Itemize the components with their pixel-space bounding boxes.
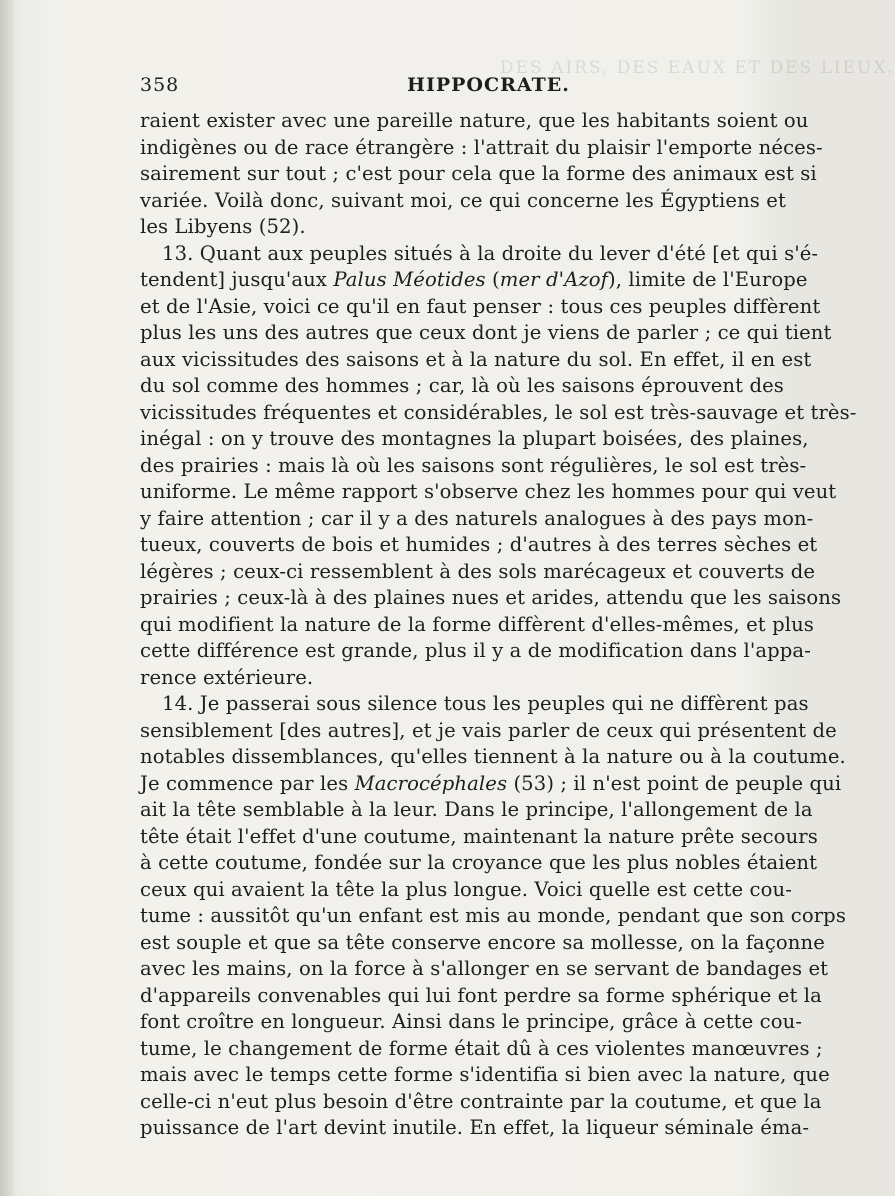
text-line: qui modifient la nature de la forme diffèrent d'elles-mêmes, et plus <box>140 612 814 636</box>
page-gutter-shadow <box>0 0 14 1196</box>
text-line: vicissitudes fréquentes et considérables, le sol est très-sauvage et très- <box>140 400 857 424</box>
text-line: uniforme. Le même rapport s'observe chez les hommes pour qui veut <box>140 480 837 503</box>
text-line: rence extérieure. <box>140 665 314 689</box>
text-line: indigènes ou de race étrangère : l'attrait du plaisir l'emporte néces- <box>140 135 823 159</box>
text-line: variée. Voilà donc, suivant moi, ce qui concerne les Égyptiens et <box>140 188 786 212</box>
text-line: inégal : on y trouve des montagnes la plupart boisées, des plaines, <box>140 427 809 450</box>
page-number: 358 <box>140 74 180 96</box>
paragraph-14-start: 14. Je passerai sous silence tous les peuples qui ne diffèrent pas <box>162 692 809 715</box>
italic-place-name: mer d'Azof <box>499 268 609 291</box>
italic-place-name: Palus Méotides <box>333 268 486 291</box>
text-run: tendent] jusqu'aux <box>140 268 334 291</box>
text-line: tume, le changement de forme était dû à ces violentes manœuvres ; <box>140 1036 823 1060</box>
text-line: légères ; ceux-ci ressemblent à des sols marécageux et couverts de <box>140 559 816 583</box>
text-line <box>140 771 842 798</box>
text-line: aux vicissitudes des saisons et à la nature du sol. En effet, il en est <box>140 347 812 371</box>
text-line: sensiblement [des autres], et je vais parler de ceux qui présentent de <box>140 718 837 742</box>
text-line: prairies ; ceux-là à des plaines nues et arides, attendu que les saisons <box>140 586 842 609</box>
text-run: ( <box>485 268 500 291</box>
text-line: raient exister avec une pareille nature, que les habitants soient ou <box>140 109 809 132</box>
text-line: cette différence est grande, plus il y a de modification dans l'appa- <box>140 639 811 662</box>
text-line: font croître en longueur. Ainsi dans le principe, grâce à cette cou- <box>140 1010 803 1033</box>
text-line: sairement sur tout ; c'est pour cela que la forme des animaux est si <box>140 162 817 185</box>
text-run: (53) ; il n'est point de peuple qui <box>507 771 842 795</box>
text-line: et de l'Asie, voici ce qu'il en faut penser : tous ces peuples diffèrent <box>140 294 821 318</box>
italic-people-name: Macrocéphales <box>354 771 508 795</box>
text-line: notables dissemblances, qu'elles tiennent à la nature ou à la coutume. <box>140 745 846 768</box>
text-run: Je commence par les <box>140 771 355 795</box>
text-line: ait la tête semblable à la leur. Dans le principe, l'allongement de la <box>140 798 813 821</box>
text-line: d'appareils convenables qui lui font perdre sa forme sphérique et la <box>140 983 822 1007</box>
text-line: puissance de l'art devint inutile. En effet, la liqueur séminale éma- <box>140 1116 810 1139</box>
text-line: du sol comme des hommes ; car, là où les saisons éprouvent des <box>140 374 784 397</box>
page-header <box>140 74 770 104</box>
text-line: plus les uns des autres que ceux dont je viens de parler ; ce qui tient <box>140 321 832 344</box>
text-line: des prairies : mais là où les saisons sont régulières, le sol est très- <box>140 453 807 477</box>
text-line: ceux qui avaient la tête la plus longue. Voici quelle est cette cou- <box>140 877 792 901</box>
text-line: celle-ci n'eut plus besoin d'être contrainte par la coutume, et que la <box>140 1089 822 1113</box>
text-line: tume : aussitôt qu'un enfant est mis au monde, pendant que son corps <box>140 904 846 927</box>
text-line: mais avec le temps cette forme s'identifia si bien avec la nature, que <box>140 1063 830 1086</box>
text-line: tueux, couverts de bois et humides ; d'autres à des terres sèches et <box>140 533 818 556</box>
bleed-through-text: DES AIRS, DES EAUX ET DES LIEUX. <box>500 58 895 78</box>
text-run: ), limite de l'Europe <box>608 268 808 291</box>
text-line: avec les mains, on la force à s'allonger en se servant de bandages et <box>140 957 829 980</box>
running-head: HIPPOCRATE. <box>407 74 570 96</box>
text-line: tête était l'effet d'une coutume, maintenant la nature prête secours <box>140 824 818 848</box>
body-text <box>140 108 857 1142</box>
text-line: à cette coutume, fondée sur la croyance que les plus nobles étaient <box>140 851 818 874</box>
text-line <box>140 267 808 294</box>
text-line: les Libyens (52). <box>140 215 306 238</box>
paragraph-13-start: 13. Quant aux peuples situés à la droite du lever d'été [et qui s'é- <box>162 241 819 265</box>
text-line: y faire attention ; car il y a des naturels analogues à des pays mon- <box>140 506 814 530</box>
text-line: est souple et que sa tête conserve encore sa mollesse, on la façonne <box>140 930 825 954</box>
